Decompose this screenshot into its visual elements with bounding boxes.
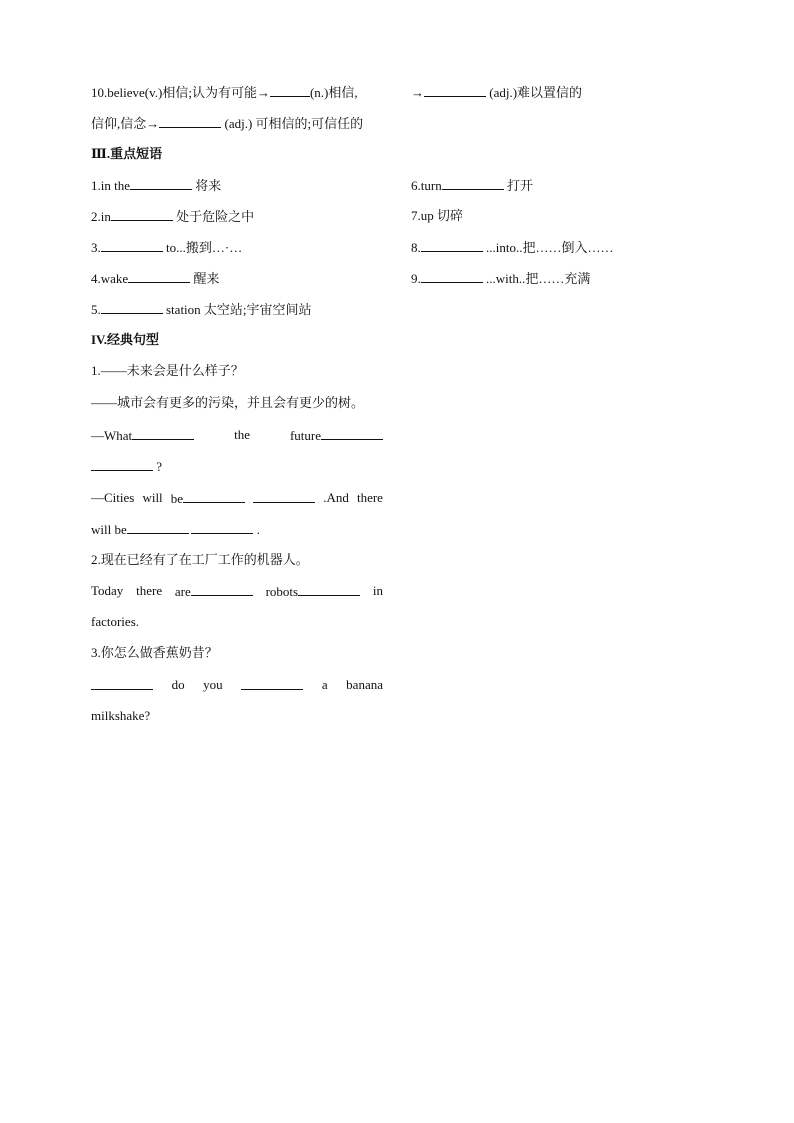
phrase-meaning: station 太空站;宇宙空间站	[162, 302, 312, 317]
answer-blank[interactable]	[91, 677, 153, 690]
answer-blank[interactable]	[253, 490, 315, 503]
sentence-text: there	[136, 583, 163, 598]
phrase-item-1	[91, 177, 221, 194]
sentence-3-chinese: 3.你怎么做香蕉奶昔？	[91, 645, 218, 660]
sentence-text: a	[321, 677, 328, 692]
phrase-item-3	[91, 239, 242, 256]
answer-blank[interactable]	[183, 490, 245, 503]
vocab-text: (adj.) 可相信的;可信任的	[221, 116, 364, 131]
phrase-meaning: 将来	[192, 178, 222, 193]
phrase-text: 3.	[91, 240, 101, 255]
answer-blank[interactable]	[421, 239, 483, 252]
phrase-item-7: 7.up 切碎	[411, 208, 464, 223]
answer-blank[interactable]	[101, 301, 163, 314]
sentence-2-english-line-1	[91, 583, 383, 600]
vocab-text: (n.)相信,	[309, 85, 358, 100]
answer-blank[interactable]	[421, 270, 483, 283]
answer-blank[interactable]	[159, 115, 221, 128]
answer-blank[interactable]	[191, 583, 253, 596]
sentence-text: in	[372, 583, 383, 598]
vocab-line-believe	[91, 84, 358, 101]
answer-blank[interactable]	[91, 458, 153, 471]
sentence-1-english-line-3	[91, 490, 383, 507]
section-title-sentences: IV.经典句型	[91, 332, 160, 347]
answer-blank[interactable]	[424, 84, 486, 97]
sentence-1-english-line-2	[91, 458, 162, 475]
phrase-item-9	[411, 270, 590, 287]
section-title-phrases: Ⅲ.重点短语	[91, 146, 163, 161]
sentence-text: you	[203, 677, 223, 692]
phrase-meaning: ...into..把……倒入……	[482, 240, 614, 255]
sentence-text: there	[356, 490, 383, 505]
answer-blank[interactable]	[270, 84, 310, 97]
vocab-text: 信仰,信念→	[91, 116, 160, 131]
sentence-1-chinese-q: 1.——未来会是什么样子？	[91, 363, 244, 378]
phrase-text: 6.turn	[411, 178, 442, 193]
sentence-2-chinese: 2.现在已经有了在工厂工作的机器人。	[91, 552, 309, 567]
sentence-text: banana	[346, 677, 383, 692]
answer-blank[interactable]	[127, 521, 189, 534]
sentence-text: .And	[323, 490, 349, 505]
phrase-text: 8.	[411, 240, 421, 255]
answer-blank[interactable]	[321, 427, 383, 440]
answer-blank[interactable]	[128, 270, 190, 283]
sentence-text: Today	[91, 583, 124, 598]
answer-blank[interactable]	[111, 208, 173, 221]
answer-blank[interactable]	[191, 521, 253, 534]
phrase-meaning: 醒来	[190, 271, 220, 286]
vocab-text: (adj.)难以置信的	[486, 85, 583, 100]
vocab-text: →	[411, 85, 424, 100]
sentence-text: robots	[265, 584, 299, 599]
sentence-text: .	[253, 522, 260, 537]
sentence-text: will	[142, 490, 163, 505]
sentence-text: be	[170, 491, 184, 506]
sentence-3-english-line-1	[91, 677, 383, 693]
sentence-3-english-line-2: milkshake?	[91, 708, 151, 723]
sentence-text: will be	[91, 522, 127, 537]
phrase-text: 2.in	[91, 209, 111, 224]
sentence-text: —What	[91, 428, 133, 443]
sentence-text: —Cities	[91, 490, 135, 505]
sentence-1-english-line-4	[91, 521, 260, 538]
vocab-line-unbelievable	[411, 84, 582, 101]
sentence-text: do	[171, 677, 185, 692]
phrase-item-5	[91, 301, 312, 318]
phrase-meaning: 打开	[503, 178, 533, 193]
sentence-text: future	[289, 428, 321, 443]
phrase-item-6	[411, 177, 533, 194]
phrase-meaning: to...搬到…·…	[162, 240, 243, 255]
sentence-1-english-line-1	[91, 427, 383, 444]
phrase-text: 9.	[411, 271, 421, 286]
phrase-meaning: 处于危险之中	[172, 209, 255, 224]
sentence-2-english-line-2: factories.	[91, 614, 140, 629]
answer-blank[interactable]	[132, 427, 194, 440]
answer-blank[interactable]	[101, 239, 163, 252]
phrase-meaning: ...with..把……充满	[482, 271, 591, 286]
answer-blank[interactable]	[241, 677, 303, 690]
sentence-text: are	[174, 584, 191, 599]
answer-blank[interactable]	[130, 177, 192, 190]
phrase-text: 1.in the	[91, 178, 130, 193]
sentence-1-chinese-a: ——城市会有更多的污染，并且会有更少的树。	[91, 395, 365, 410]
vocab-text: 10.believe(v.)相信;认为有可能→	[91, 85, 270, 100]
sentence-text: ?	[153, 459, 163, 474]
phrase-item-2	[91, 208, 254, 225]
phrase-text: 5.	[91, 302, 101, 317]
phrase-item-4	[91, 270, 219, 287]
vocab-line-belief	[91, 115, 363, 132]
answer-blank[interactable]	[442, 177, 504, 190]
answer-blank[interactable]	[298, 583, 360, 596]
phrase-item-8	[411, 239, 613, 256]
sentence-text: the	[234, 427, 250, 442]
phrase-text: 4.wake	[91, 271, 129, 286]
